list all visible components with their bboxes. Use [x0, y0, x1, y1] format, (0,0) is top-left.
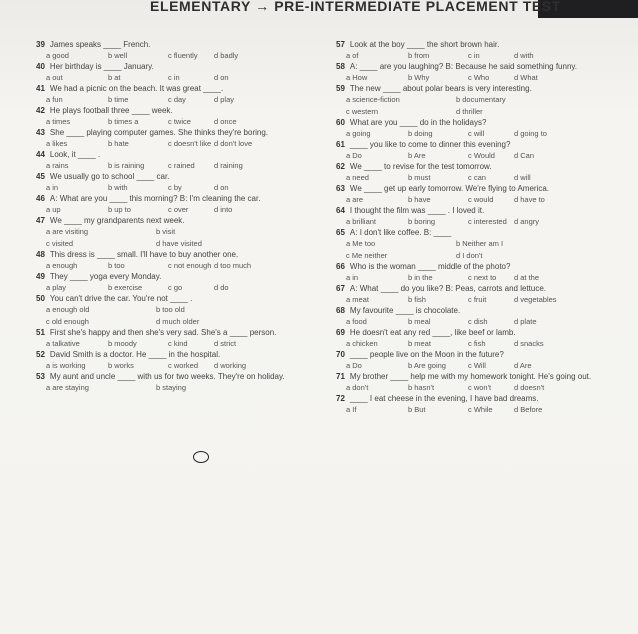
answer-option[interactable]: c western [346, 107, 379, 116]
question [36, 128, 296, 150]
answer-options [36, 94, 296, 106]
answer-option[interactable]: c by [168, 183, 182, 192]
answer-option[interactable]: d too much [214, 261, 252, 270]
question-text: Look at the boy ____ the short brown hair. [349, 40, 500, 49]
answer-option[interactable]: d badly [214, 51, 239, 60]
question-text: We ____ to revise for the test tomorrow. [349, 162, 492, 171]
question-stem [336, 328, 596, 338]
question [36, 62, 296, 84]
question-stem [336, 40, 596, 50]
answer-option[interactable]: c will [468, 129, 485, 138]
answer-option[interactable]: c day [168, 95, 186, 104]
answer-option[interactable]: c go [168, 283, 183, 292]
question-number: 65 [336, 228, 345, 237]
question-text: We usually go to school ____ car. [49, 172, 170, 181]
answer-options [336, 338, 606, 350]
answer-option[interactable]: c not enough [168, 261, 212, 270]
answer-option[interactable]: b too [108, 261, 125, 270]
answer-options [336, 194, 606, 206]
answer-option[interactable]: a fun [46, 95, 63, 104]
question-stem [36, 272, 286, 282]
question [36, 84, 296, 106]
answer-option[interactable]: a Me too [346, 239, 376, 248]
answer-option[interactable]: b moody [108, 339, 137, 348]
answer-option[interactable]: b But [408, 405, 426, 414]
answer-option[interactable]: a rains [46, 161, 69, 170]
answer-option[interactable]: c twice [168, 117, 191, 126]
question-text: We ____ get up early tomorrow. We're flying to America. [349, 184, 550, 193]
answer-options [336, 150, 606, 162]
question-stem [36, 250, 286, 260]
question-stem [36, 62, 286, 72]
question-number: 69 [336, 328, 345, 337]
answer-options [336, 72, 606, 84]
answer-options [36, 160, 296, 172]
answer-option[interactable]: a enough old [46, 305, 90, 314]
answer-option[interactable]: b with [108, 183, 128, 192]
answer-option[interactable]: b have [408, 195, 431, 204]
answer-option[interactable]: c Will [468, 361, 486, 370]
question-text: First she's happy and then she's very sad. She's a ____ person. [49, 328, 277, 337]
question-text: We ____ my grandparents next week. [49, 216, 185, 225]
question [336, 84, 606, 118]
answer-option[interactable]: b times a [108, 117, 139, 126]
question [336, 228, 606, 262]
question-text: The new ____ about polar bears is very interesting. [349, 84, 532, 93]
answer-option[interactable]: d have visited [156, 239, 202, 248]
answer-options [336, 172, 606, 184]
answer-option[interactable]: a chicken [346, 339, 378, 348]
answer-option[interactable]: d snacks [514, 339, 544, 348]
answer-option[interactable]: a up [46, 205, 61, 214]
question [336, 262, 606, 284]
question-stem [336, 284, 596, 294]
answer-option[interactable]: b documentary [456, 95, 506, 104]
answer-option[interactable]: c Who [468, 73, 490, 82]
answer-option[interactable]: a is working [46, 361, 86, 370]
question-stem [36, 194, 286, 204]
answer-option[interactable]: b Are going [408, 361, 446, 370]
question-text: David Smith is a doctor. He ____ in the hospital. [49, 350, 221, 359]
answer-option[interactable]: c worked [168, 361, 199, 370]
question [336, 40, 606, 62]
answer-option[interactable]: b well [108, 51, 128, 60]
answer-option[interactable]: a in [46, 183, 59, 192]
question [36, 40, 296, 62]
answer-option[interactable]: c fish [468, 339, 486, 348]
question-text: He plays football three ____ week. [49, 106, 173, 115]
question [36, 372, 296, 394]
question-stem [336, 184, 596, 194]
answer-options [336, 106, 606, 118]
answer-options [336, 128, 606, 140]
answer-options [36, 304, 296, 316]
question [336, 184, 606, 206]
answer-option[interactable]: a are staying [46, 383, 89, 392]
answer-options [336, 238, 606, 250]
question-number: 61 [336, 140, 345, 149]
question-number: 47 [36, 216, 45, 225]
question [36, 272, 296, 294]
answer-option[interactable]: d working [214, 361, 247, 370]
question-number: 40 [36, 62, 45, 71]
answer-option[interactable]: c visited [46, 239, 74, 248]
answer-options [336, 250, 606, 262]
answer-option[interactable]: b up to [108, 205, 131, 214]
answer-option[interactable]: c Would [468, 151, 495, 160]
question-number: 59 [336, 84, 345, 93]
answer-options [36, 50, 296, 62]
left-column [36, 40, 296, 394]
question-number: 43 [36, 128, 45, 137]
answer-options [36, 360, 296, 372]
question-stem [36, 372, 286, 382]
answer-option[interactable]: a don't [346, 383, 369, 392]
answer-options [36, 138, 296, 150]
question-text: My brother ____ help me with my homework tonight. He's going out. [349, 372, 592, 381]
answer-option[interactable]: a enough [46, 261, 78, 270]
question-stem [336, 350, 596, 360]
question [336, 284, 606, 306]
question-text: Her birthday is ____ January. [49, 62, 154, 71]
question [336, 162, 606, 184]
answer-option[interactable]: d doesn't [514, 383, 545, 392]
answer-options [36, 260, 296, 272]
question [36, 294, 296, 328]
answer-option[interactable]: d much older [156, 317, 200, 326]
question [336, 372, 606, 394]
answer-option[interactable]: b hate [108, 139, 129, 148]
answer-option[interactable]: c next to [468, 273, 497, 282]
question-text: We had a picnic on the beach. It was great ____. [49, 84, 224, 93]
answer-option[interactable]: a brilliant [346, 217, 377, 226]
question-number: 63 [336, 184, 345, 193]
answer-option[interactable]: c dish [468, 317, 488, 326]
answer-option[interactable]: d will [514, 173, 531, 182]
answer-options [336, 360, 606, 372]
answer-option[interactable]: b hasn't [408, 383, 435, 392]
answer-option[interactable]: a talkative [46, 339, 80, 348]
answer-option[interactable]: d on [214, 183, 229, 192]
answer-option[interactable]: a Do [346, 151, 362, 160]
question-text: A: What ____ do you like? B: Peas, carrots and lettuce. [349, 284, 547, 293]
question-number: 49 [36, 272, 45, 281]
question-stem [336, 206, 596, 216]
question-stem [336, 140, 596, 150]
answer-option[interactable]: a How [346, 73, 368, 82]
question [336, 62, 606, 84]
answer-option[interactable]: d I don't [456, 251, 483, 260]
answer-option[interactable]: a out [46, 73, 63, 82]
answer-option[interactable]: b too old [156, 305, 185, 314]
question-text: A: I don't like coffee. B: ____ [349, 228, 452, 237]
answer-option[interactable]: b is raining [108, 161, 145, 170]
question-number: 42 [36, 106, 45, 115]
question-stem [36, 84, 286, 94]
question [336, 394, 606, 416]
question-stem [36, 40, 286, 50]
question-number: 45 [36, 172, 45, 181]
answer-option[interactable]: a times [46, 117, 71, 126]
answer-option[interactable]: a of [346, 51, 359, 60]
question-number: 53 [36, 372, 45, 381]
question [336, 350, 606, 372]
answer-options [336, 216, 606, 228]
answer-option[interactable]: d plate [514, 317, 537, 326]
question-number: 52 [36, 350, 45, 359]
question-stem [36, 350, 286, 360]
answer-option[interactable]: b meal [408, 317, 431, 326]
question-number: 39 [36, 40, 45, 49]
answer-option[interactable]: c fluently [168, 51, 198, 60]
question-text: You can't drive the car. You're not ____ . [49, 294, 193, 303]
answer-option[interactable]: d do [214, 283, 229, 292]
question-text: My favourite ____ is chocolate. [349, 306, 461, 315]
answer-option[interactable]: c rained [168, 161, 195, 170]
answer-option[interactable]: a meat [346, 295, 369, 304]
answer-option[interactable]: b meat [408, 339, 431, 348]
answer-option[interactable]: a likes [46, 139, 68, 148]
question-stem [336, 162, 596, 172]
answer-option[interactable]: d What [514, 73, 538, 82]
answer-option[interactable]: d going to [514, 129, 547, 138]
question [336, 140, 606, 162]
answer-option[interactable]: d into [214, 205, 233, 214]
question [336, 306, 606, 328]
right-column [336, 40, 606, 416]
answer-option[interactable]: a Do [346, 361, 362, 370]
question-text: Who is the woman ____ middle of the photo? [349, 262, 511, 271]
answer-option[interactable]: b fish [408, 295, 426, 304]
answer-options [336, 382, 606, 394]
answer-option[interactable]: d at the [514, 273, 540, 282]
answer-options [336, 272, 606, 284]
answer-option[interactable]: a in [346, 273, 359, 282]
answer-option[interactable]: b Why [408, 73, 430, 82]
question [36, 106, 296, 128]
question-stem [36, 172, 286, 182]
question-number: 57 [336, 40, 345, 49]
answer-options [36, 204, 296, 216]
answer-options [36, 72, 296, 84]
question-text: A: ____ are you laughing? B: Because he said something funny. [349, 62, 578, 71]
answer-option[interactable]: b visit [156, 227, 176, 236]
question-stem [336, 372, 596, 382]
answer-option[interactable]: c Me neither [346, 251, 388, 260]
question-stem [336, 84, 596, 94]
question [336, 328, 606, 350]
answer-option[interactable]: b Neither am I [456, 239, 504, 248]
answer-options [36, 382, 296, 394]
answer-option[interactable]: c interested [468, 217, 507, 226]
answer-option[interactable]: a science-fiction [346, 95, 400, 104]
answer-option[interactable]: d angry [514, 217, 540, 226]
answer-option[interactable]: c in [468, 51, 480, 60]
answer-option[interactable]: b must [408, 173, 431, 182]
answer-option[interactable]: b exercise [108, 283, 143, 292]
answer-option[interactable]: a going [346, 129, 371, 138]
question-stem [336, 228, 596, 238]
answer-option[interactable]: b from [408, 51, 430, 60]
question-stem [36, 294, 286, 304]
question [36, 150, 296, 172]
answer-options [36, 182, 296, 194]
answer-option[interactable]: c doesn't like [168, 139, 212, 148]
answer-option[interactable]: c over [168, 205, 189, 214]
answer-options [336, 94, 606, 106]
answer-option[interactable]: c fruit [468, 295, 487, 304]
question-text: ____ people live on the Moon in the future? [349, 350, 504, 359]
answer-option[interactable]: c can [468, 173, 486, 182]
answer-option[interactable]: b time [108, 95, 129, 104]
answer-options [336, 316, 606, 328]
answer-option[interactable]: d vegetables [514, 295, 557, 304]
question-stem [336, 394, 596, 404]
answer-option[interactable]: a food [346, 317, 367, 326]
question-text: My aunt and uncle ____ with us for two weeks. They're on holiday. [49, 372, 285, 381]
question [36, 328, 296, 350]
question-number: 62 [336, 162, 345, 171]
answer-options [36, 226, 296, 238]
question-stem [36, 328, 286, 338]
answer-options [36, 116, 296, 128]
question-text: I thought the film was ____ . I loved it. [349, 206, 485, 215]
question [36, 350, 296, 372]
answer-option[interactable]: d once [214, 117, 237, 126]
answer-option[interactable]: d have to [514, 195, 545, 204]
question-number: 68 [336, 306, 345, 315]
question-stem [36, 128, 286, 138]
question-stem [36, 106, 286, 116]
page-title: ELEMENTARY → PRE-INTERMEDIATE PLACEMENT TEST [150, 0, 561, 14]
answer-option[interactable]: b Are [408, 151, 426, 160]
question-number: 48 [36, 250, 45, 259]
answer-options [336, 294, 606, 306]
answer-option[interactable]: a good [46, 51, 69, 60]
answer-option[interactable]: b in the [408, 273, 433, 282]
question [336, 118, 606, 140]
answer-option[interactable]: b boring [408, 217, 436, 226]
answer-option[interactable]: b at [108, 73, 121, 82]
answer-option[interactable]: b works [108, 361, 134, 370]
answer-option[interactable]: c old enough [46, 317, 89, 326]
pen-circle-mark [193, 451, 209, 463]
question-number: 70 [336, 350, 345, 359]
answer-option[interactable]: d Are [514, 361, 532, 370]
answer-option[interactable]: c won't [468, 383, 492, 392]
answer-options [36, 316, 296, 328]
answer-option[interactable]: a are visiting [46, 227, 89, 236]
question-number: 64 [336, 206, 345, 215]
answer-option[interactable]: b doing [408, 129, 433, 138]
question-number: 44 [36, 150, 45, 159]
question-text: This dress is ____ small. I'll have to buy another one. [49, 250, 239, 259]
answer-option[interactable]: a If [346, 405, 357, 414]
question-stem [36, 150, 286, 160]
answer-option[interactable]: d Can [514, 151, 535, 160]
answer-option[interactable]: a play [46, 283, 67, 292]
question [336, 206, 606, 228]
answer-option[interactable]: d Before [514, 405, 543, 414]
answer-option[interactable]: d play [214, 95, 235, 104]
question-number: 46 [36, 194, 45, 203]
answer-option[interactable]: c kind [168, 339, 188, 348]
question [36, 194, 296, 216]
answer-option[interactable]: d raining [214, 161, 243, 170]
answer-option[interactable]: c in [168, 73, 180, 82]
answer-option[interactable]: d thriller [456, 107, 483, 116]
question-stem [336, 118, 596, 128]
question [36, 250, 296, 272]
answer-option[interactable]: a are [346, 195, 364, 204]
question [36, 216, 296, 250]
answer-option[interactable]: d on [214, 73, 229, 82]
question-text: ____ you like to come to dinner this evening? [349, 140, 511, 149]
answer-option[interactable]: c While [468, 405, 493, 414]
question-number: 51 [36, 328, 45, 337]
question-stem [336, 306, 596, 316]
answer-option[interactable]: d with [514, 51, 534, 60]
question-text: A: What are you ____ this morning? B: I'm cleaning the car. [49, 194, 261, 203]
answer-option[interactable]: b staying [156, 383, 187, 392]
question-number: 58 [336, 62, 345, 71]
question-text: ____ I eat cheese in the evening, I have bad dreams. [349, 394, 539, 403]
question [36, 172, 296, 194]
question-number: 60 [336, 118, 345, 127]
answer-options [36, 338, 296, 350]
question-stem [336, 62, 596, 72]
question-text: He doesn't eat any red ____, like beef or lamb. [349, 328, 516, 337]
answer-option[interactable]: a need [346, 173, 369, 182]
question-text: They ____ yoga every Monday. [49, 272, 162, 281]
answer-options [336, 50, 606, 62]
answer-options [36, 282, 296, 294]
question-number: 66 [336, 262, 345, 271]
answer-option[interactable]: c would [468, 195, 494, 204]
question-number: 67 [336, 284, 345, 293]
answer-options [36, 238, 296, 250]
question-stem [336, 262, 596, 272]
question-stem [36, 216, 286, 226]
answer-options [336, 404, 606, 416]
question-text: She ____ playing computer games. She thinks they're boring. [49, 128, 269, 137]
question-text: Look, it ____ . [49, 150, 101, 159]
question-number: 71 [336, 372, 345, 381]
question-text: What are you ____ do in the holidays? [349, 118, 487, 127]
answer-option[interactable]: d don't love [214, 139, 253, 148]
question-number: 50 [36, 294, 45, 303]
question-text: James speaks ____ French. [49, 40, 151, 49]
answer-option[interactable]: d strict [214, 339, 237, 348]
question-number: 41 [36, 84, 45, 93]
question-number: 72 [336, 394, 345, 403]
